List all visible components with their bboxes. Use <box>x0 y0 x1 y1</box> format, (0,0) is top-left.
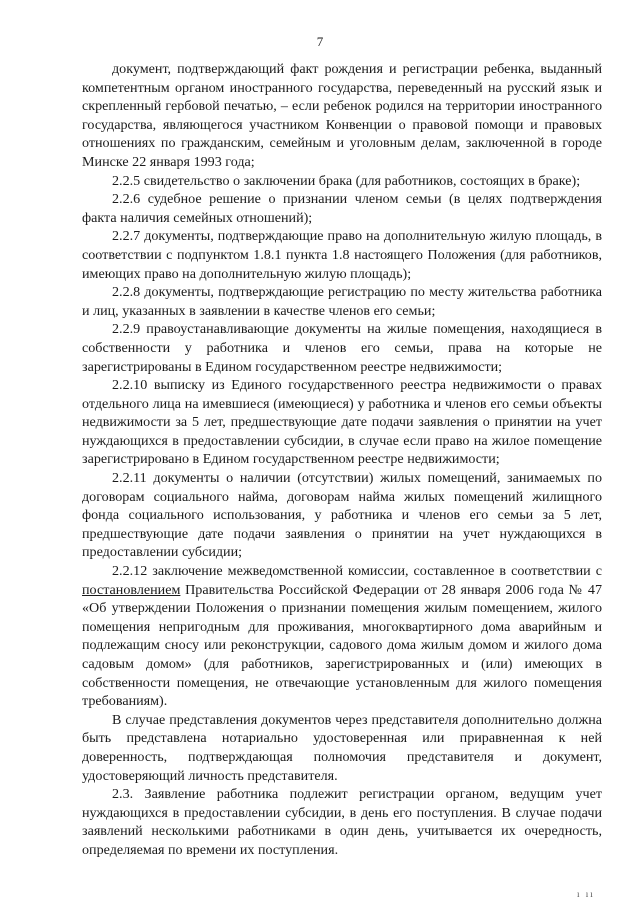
page-number: 7 <box>316 34 324 49</box>
paragraph-2-2-12 <box>82 562 602 711</box>
paragraph-birth-document: документ, подтверждающий факт рождения и регистрации ребенка, выданный компетентным органом иностранного государства, переведенный на русский язык и скрепленный гербовой печатью, – если ребенок родился на территории иностранного государства, являющегося участником Конвенции о правовой помощи и правовых отношениях по гражданским, семейным и уголовным делам, заключенной в городе Минске 22 января 1993 года; <box>82 61 602 170</box>
paragraph-2-2-9: 2.2.9 правоустанавливающие документы на жилые помещения, находящиеся в собственности у работника и членов его семьи, права на которые не зарегистрированы в Едином государственном реестре недвижимости; <box>82 321 602 375</box>
paragraph-2-3: 2.3. Заявление работника подлежит регистрации органом, ведущим учет нуждающихся в предоставлении субсидии, в день его поступления. В случае подачи заявлений несколькими работниками в один день, учитывается их очередность, определяемая по времени их поступления. <box>82 786 602 858</box>
paragraph-2-2-12-before: 2.2.12 заключение межведомственной комиссии, составленное в соответствии с <box>112 563 602 580</box>
paragraph-2-2-12-after: Правительства Российской Федерации от 28 января 2006 года № 47 «Об утверждении Положения о признании помещения жилым помещением, жилого помещения непригодным для проживания, многоквартирного дома аварийным и подлежащим сносу или реконструкции, садового дома жилым домом и жилого дома садовым домом» (для работников, зарегистрированных и (или) имеющих в собственности помещения, не отвечающие установленным для жилого помещения требованиям). <box>82 581 602 710</box>
paragraph-representative: В случае представления документов через представителя дополнительно должна быть представлена нотариально удостоверенная или приравненная к ней доверенность, подтверждающая полномочия представителя и документ, удостоверяющий личность представителя. <box>82 711 602 784</box>
paragraph-2-2-8: 2.2.8 документы, подтверждающие регистрацию по месту жительства работника и лиц, указанных в заявлении в качестве членов его семьи; <box>82 284 602 319</box>
document-body <box>82 60 602 860</box>
paragraph-2-2-11: 2.2.11 документы о наличии (отсутствии) жилых помещений, занимаемых по договорам социального найма, договорам найма жилых помещений жилищного фонда социального использования, у работника и членов его семьи за 5 лет, предшествующие дате подачи заявления о принятии на учет нуждающихся в предоставлении субсидии; <box>82 470 602 561</box>
paragraph-2-2-7: 2.2.7 документы, подтверждающие право на дополнительную жилую площадь, в соответствии с подпунктом 1.8.1 пункта 1.8 настоящего Положения (для работников, имеющих право на дополнительную жилую площадь); <box>82 228 602 282</box>
paragraph-2-2-10: 2.2.10 выписку из Единого государственного реестра недвижимости о правах отдельного лица на имевшиеся (имеющиеся) у работника и членов его семьи объекты недвижимости за 5 лет, предшествующие дате подачи заявления о принятии на учет нуждающихся в предоставлении субсидии, в случае если право на жилое помещение зарегистрировано в Едином государственном реестре недвижимости; <box>82 377 602 468</box>
regulation-link[interactable]: постановлением <box>82 581 181 598</box>
paragraph-2-2-5: 2.2.5 свидетельство о заключении брака (для работников, состоящих в браке); <box>112 172 581 189</box>
corner-mark: ı ıı <box>577 889 595 899</box>
paragraph-2-2-6: 2.2.6 судебное решение о признании членом семьи (в целях подтверждения факта наличия семейных отношений); <box>82 191 602 226</box>
